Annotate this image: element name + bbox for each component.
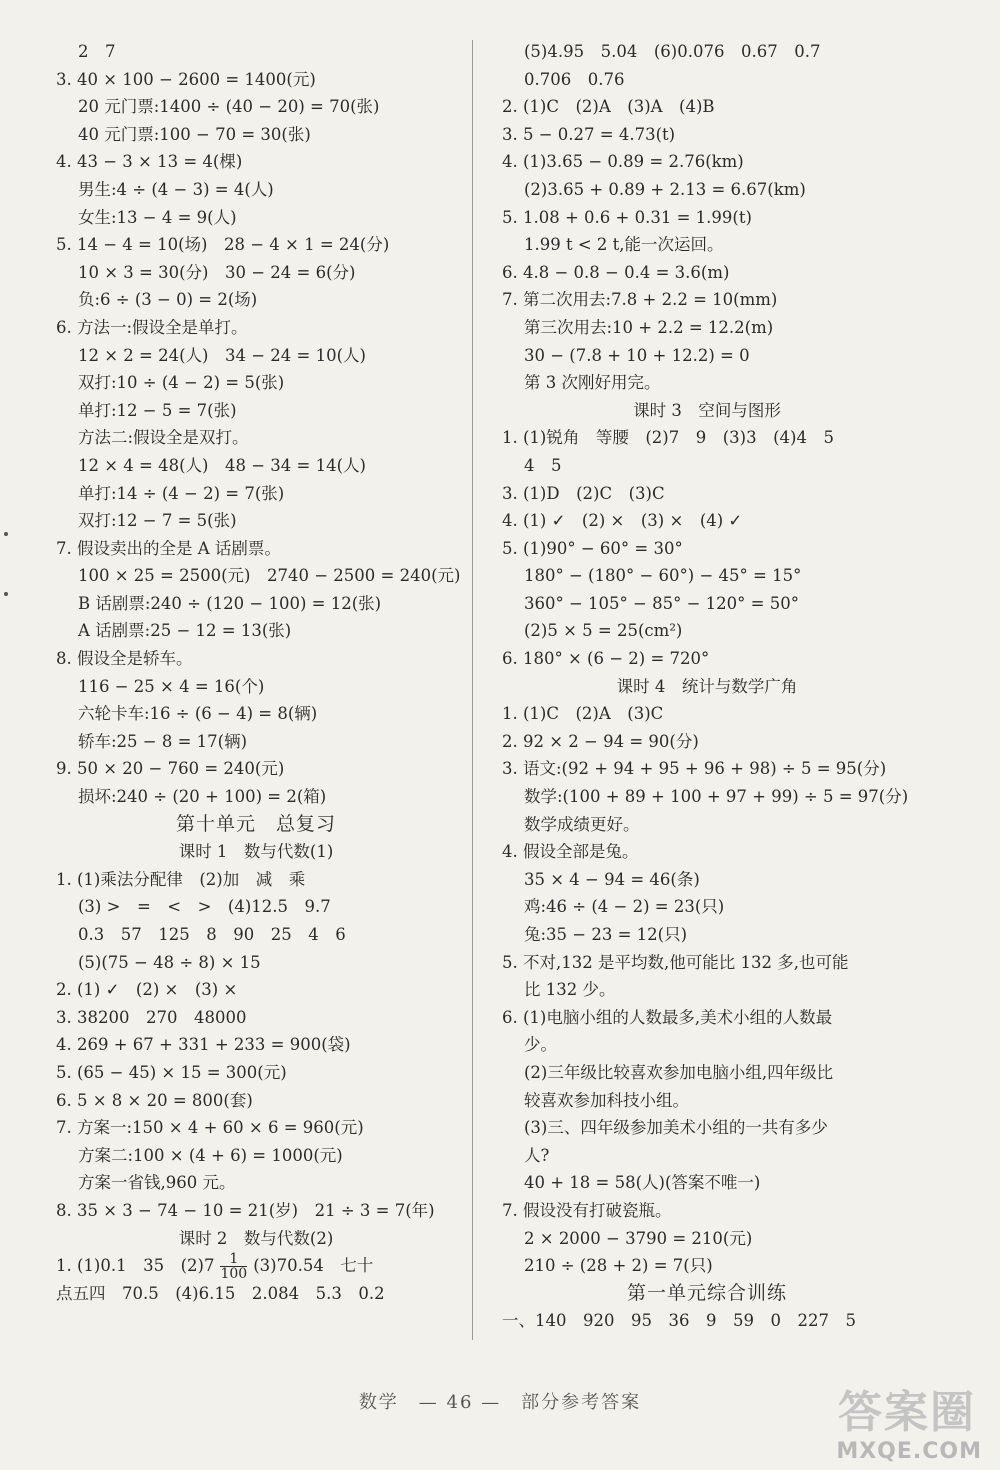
- answer-line: 单打:12 − 5 = 7(张): [78, 400, 237, 420]
- answer-line: 第 3 次刚好用完。: [524, 373, 661, 393]
- answer-line: 方案二:100 × (4 + 6) = 1000(元): [78, 1145, 343, 1165]
- answer-line: 鸡:46 ÷ (4 − 2) = 23(只): [524, 897, 725, 917]
- answer-line: 5. (1)90° − 60° = 30°: [502, 538, 683, 558]
- answer-line: 6. 180° × (6 − 2) = 720°: [502, 649, 710, 669]
- watermark-logo: 答案圈: [838, 1387, 976, 1438]
- answer-line: 数学成绩更好。: [524, 814, 640, 834]
- answer-line: 方案一省钱,960 元。: [78, 1173, 236, 1193]
- margin-mark: [4, 532, 8, 536]
- answer-line: 2. (1) ✓ (2) × (3) ×: [56, 980, 238, 1000]
- answer-line: (2)3.65 + 0.89 + 2.13 = 6.67(km): [524, 179, 806, 199]
- answer-line: 男生:4 ÷ (4 − 3) = 4(人): [78, 179, 274, 199]
- right-lines: [502, 38, 912, 1335]
- fraction-line: [56, 1251, 456, 1283]
- answer-line: 360° − 105° − 85° − 120° = 50°: [524, 593, 799, 613]
- answer-line: 1. (1)乘法分配律 (2)加 减 乘: [56, 869, 306, 889]
- answer-line: 女生:13 − 4 = 9(人): [78, 207, 237, 227]
- answer-line: 1. (1)锐角 等腰 (2)7 9 (3)3 (4)4 5: [502, 428, 834, 448]
- answer-line: (2)5 × 5 = 25(cm²): [524, 621, 683, 641]
- answer-line: 10 × 3 = 30(分) 30 − 24 = 6(分): [78, 262, 356, 282]
- answer-line: 第三次用去:10 + 2.2 = 12.2(m): [524, 317, 774, 337]
- answer-line: 6. 4.8 − 0.8 − 0.4 = 3.6(m): [502, 262, 730, 282]
- answer-line: 方法二:假设全是双打。: [78, 428, 249, 448]
- answer-line: 兔:35 − 23 = 12(只): [524, 925, 688, 944]
- answer-line: (2)三年级比较喜欢参加电脑小组,四年级比: [524, 1062, 834, 1082]
- answer-line: 负:6 ÷ (3 − 0) = 2(场): [78, 290, 258, 310]
- answer-line: 2 × 2000 − 3790 = 210(元): [524, 1228, 753, 1248]
- left-lines: [56, 38, 461, 1252]
- answer-line: 人?: [524, 1145, 550, 1165]
- section-heading: 课时 4 统计与数学广角: [616, 676, 798, 696]
- answer-line: 20 元门票:1400 ÷ (40 − 20) = 70(张): [78, 97, 380, 117]
- section-heading: 第一单元综合训练: [626, 1281, 787, 1304]
- section-heading: 第十单元 总复习: [175, 812, 336, 835]
- answer-line: 3. 38200 270 48000: [56, 1007, 247, 1027]
- column-divider: [472, 40, 473, 1340]
- answer-line: 1.99 t < 2 t,能一次运回。: [524, 235, 724, 255]
- answer-line: 单打:14 ÷ (4 − 2) = 7(张): [78, 483, 285, 503]
- answer-line: 7. 第二次用去:7.8 + 2.2 = 10(mm): [502, 290, 778, 310]
- fraction-denominator: 100: [220, 1266, 248, 1283]
- answer-line: 210 ÷ (28 + 2) = 7(只): [524, 1256, 713, 1276]
- section-heading: 课时 1 数与代数(1): [178, 842, 334, 862]
- answer-line: 少。: [524, 1035, 557, 1055]
- answer-line: 12 × 2 = 24(人) 34 − 24 = 10(人): [78, 345, 366, 365]
- answer-line: 6. 5 × 8 × 20 = 800(套): [56, 1090, 253, 1110]
- section-heading: 课时 3 空间与图形: [633, 400, 781, 420]
- answer-line: 40 元门票:100 − 70 = 30(张): [78, 124, 311, 144]
- watermark-url: MXQE.COM: [836, 1439, 982, 1464]
- answer-line: 9. 50 × 20 − 760 = 240(元): [56, 759, 285, 779]
- answer-line: 35 × 4 − 94 = 46(条): [524, 869, 700, 889]
- answer-line: 双打:10 ÷ (4 − 2) = 5(张): [78, 373, 285, 393]
- answer-line: 30 − (7.8 + 10 + 12.2) = 0: [524, 345, 750, 365]
- answer-line: 3. (1)D (2)C (3)C: [502, 483, 665, 503]
- answer-line: 轿车:25 − 8 = 17(辆): [78, 731, 248, 751]
- answer-line: 0.706 0.76: [524, 69, 625, 89]
- answer-line: 0.3 57 125 8 90 25 4 6: [78, 925, 346, 944]
- answer-line: 8. 35 × 3 − 74 − 10 = 21(岁) 21 ÷ 3 = 7(年): [56, 1200, 435, 1220]
- section-heading: 课时 2 数与代数(2): [178, 1228, 334, 1248]
- answer-line: 4. 43 − 3 × 13 = 4(棵): [56, 152, 243, 172]
- answer-line: (3) > = < > (4)12.5 9.7: [78, 897, 331, 917]
- answer-line: 1. (1)C (2)A (3)C: [502, 704, 664, 724]
- answer-line: 4. 假设全部是兔。: [502, 842, 639, 862]
- left-column: [56, 38, 461, 1307]
- answer-line: B 话剧票:240 ÷ (120 − 100) = 12(张): [78, 593, 382, 613]
- answer-line: 12 × 4 = 48(人) 48 − 34 = 14(人): [78, 455, 366, 475]
- answer-line: 7. 方案一:150 × 4 + 60 × 6 = 960(元): [56, 1118, 364, 1138]
- answer-line: 180° − (180° − 60°) − 45° = 15°: [524, 566, 802, 586]
- answer-line: 一、140 920 95 36 9 59 0 227 5: [502, 1311, 856, 1331]
- answer-line: (5)4.95 5.04 (6)0.076 0.67 0.7: [524, 42, 821, 61]
- page-footer: 数学 — 46 — 部分参考答案: [358, 1392, 642, 1413]
- answer-line: 2 7: [78, 42, 116, 61]
- watermark: [782, 1376, 982, 1464]
- answer-line: 2. (1)C (2)A (3)A (4)B: [502, 97, 715, 117]
- answer-line: 8. 假设全是轿车。: [56, 649, 193, 669]
- answer-line: 比 132 少。: [524, 980, 616, 1000]
- answer-line: (3)三、四年级参加美术小组的一共有多少: [524, 1118, 828, 1138]
- answer-line: 六轮卡车:16 ÷ (6 − 4) = 8(辆): [78, 704, 318, 724]
- answer-line: 3. 40 × 100 − 2600 = 1400(元): [56, 69, 316, 89]
- answer-line: 6. (1)电脑小组的人数最多,美术小组的人数最: [502, 1007, 833, 1027]
- answer-line: 2. 92 × 2 − 94 = 90(分): [502, 731, 699, 751]
- margin-mark: [4, 592, 8, 596]
- fraction: [220, 1252, 247, 1281]
- right-column: [502, 38, 912, 1335]
- answer-line: 3. 5 − 0.27 = 4.73(t): [502, 124, 676, 144]
- fraction-line-after: (3)70.54 七十: [253, 1256, 374, 1276]
- answer-line: 数学:(100 + 89 + 100 + 97 + 99) ÷ 5 = 97(分): [524, 787, 909, 807]
- answer-line: 5. 1.08 + 0.6 + 0.31 = 1.99(t): [502, 207, 752, 227]
- answer-line: 4. (1)3.65 − 0.89 = 2.76(km): [502, 152, 744, 172]
- answer-line: 双打:12 − 7 = 5(张): [78, 511, 237, 531]
- fraction-line-before: 1. (1)0.1 35 (2)7: [56, 1256, 215, 1276]
- answer-line: 3. 语文:(92 + 94 + 95 + 96 + 98) ÷ 5 = 95(分): [502, 759, 887, 779]
- answer-line: 5. 不对,132 是平均数,他可能比 132 多,也可能: [502, 952, 849, 972]
- answer-line: 较喜欢参加科技小组。: [524, 1090, 689, 1110]
- answer-line: 40 + 18 = 58(人)(答案不唯一): [524, 1173, 761, 1193]
- answer-line: 点五四 70.5 (4)6.15 2.084 5.3 0.2: [56, 1283, 385, 1303]
- answer-line: 7. 假设没有打破瓷瓶。: [502, 1200, 672, 1220]
- answer-line: 5. (65 − 45) × 15 = 300(元): [56, 1062, 287, 1082]
- answer-line: 损坏:240 ÷ (20 + 100) = 2(箱): [78, 787, 327, 807]
- fraction-numerator: 1: [220, 1252, 247, 1267]
- answer-line: 5. 14 − 4 = 10(场) 28 − 4 × 1 = 24(分): [56, 235, 390, 255]
- answer-line: 4. 269 + 67 + 331 + 233 = 900(袋): [56, 1035, 351, 1055]
- answer-line: (5)(75 − 48 ÷ 8) × 15: [78, 952, 261, 972]
- answer-line: 116 − 25 × 4 = 16(个): [78, 676, 265, 696]
- answer-line: 7. 假设卖出的全是 A 话剧票。: [56, 538, 281, 558]
- answer-line: 6. 方法一:假设全是单打。: [56, 317, 248, 337]
- answer-line: 4. (1) ✓ (2) × (3) × (4) ✓: [502, 511, 743, 531]
- answer-line: 4 5: [524, 455, 562, 475]
- answer-line: A 话剧票:25 − 12 = 13(张): [78, 621, 292, 641]
- answer-line: 100 × 25 = 2500(元) 2740 − 2500 = 240(元): [78, 566, 461, 586]
